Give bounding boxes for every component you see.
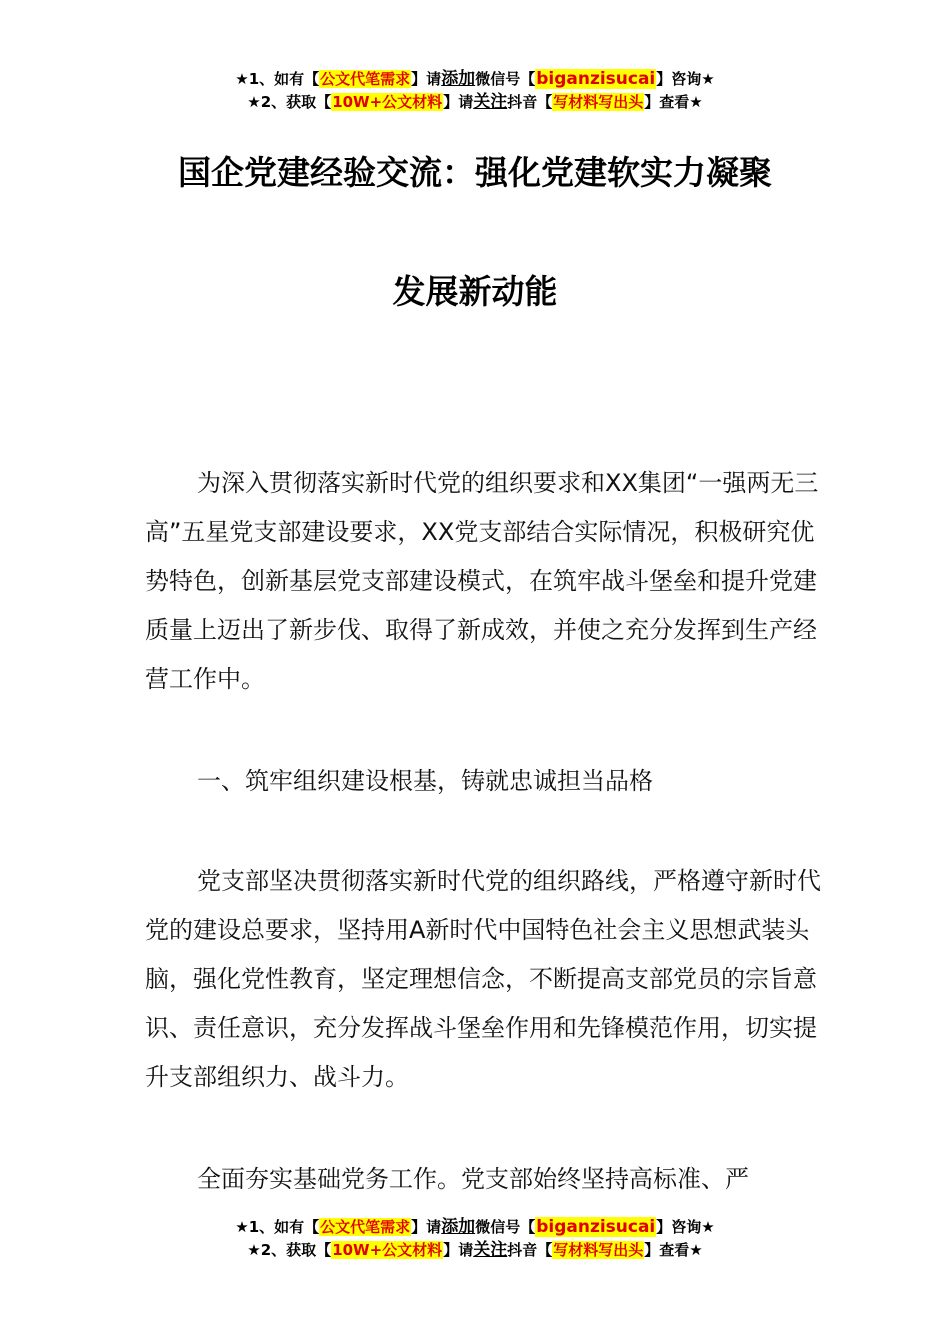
banner-text: ★1、如有【 xyxy=(235,70,320,88)
banner-highlight: 写材料写出头 xyxy=(553,1241,644,1259)
banner-text: 】咨询★ xyxy=(656,70,715,88)
body-paragraph-3 xyxy=(145,1155,835,1204)
banner-text: 】请 xyxy=(443,1241,474,1259)
banner-text: 】查看★ xyxy=(644,93,703,111)
banner-underline: 关注 xyxy=(473,92,508,112)
banner-text: 】请 xyxy=(443,93,474,111)
banner-line-2 xyxy=(0,91,950,114)
section-heading-1 xyxy=(145,757,835,806)
banner-line-2 xyxy=(0,1239,950,1262)
banner-text: 微信号【 xyxy=(475,70,536,88)
banner-line-1 xyxy=(0,1216,950,1239)
banner-highlight: biganzisucai xyxy=(536,69,656,89)
document-title-line-1: 国企党建经验交流：强化党建软实力凝聚 xyxy=(178,153,772,192)
banner-text: 】请 xyxy=(411,70,442,88)
banner-underline: 关注 xyxy=(473,1240,508,1260)
banner-text: ★2、获取【 xyxy=(247,93,332,111)
banner-highlight: 写材料写出头 xyxy=(553,93,644,111)
banner-text: ★2、获取【 xyxy=(247,1241,332,1259)
banner-highlight: 公文代笔需求 xyxy=(320,70,411,88)
banner-text: 抖音【 xyxy=(507,93,553,111)
body-paragraph-2 xyxy=(145,857,835,1102)
banner-text: 】请 xyxy=(411,1218,442,1236)
banner-text: 】查看★ xyxy=(644,1241,703,1259)
paragraph-text: 党支部坚决贯彻落实新时代党的组织路线，严格遵守新时代党的建设总要求，坚持用A新时代中国特色社会主义思想武装头脑，强化党性教育，坚定理想信念，不断提高支部党员的宗旨意识、责任意识，充分发挥战斗堡垒作用和先锋模范作用，切实提升支部组织力、战斗力。 xyxy=(145,867,821,1091)
document-title-line-2: 发展新动能 xyxy=(392,272,558,311)
banner-text: 微信号【 xyxy=(475,1218,536,1236)
paragraph-text: 全面夯实基础党务工作。党支部始终坚持高标准、严 xyxy=(197,1165,749,1193)
banner-text: 抖音【 xyxy=(507,1241,553,1259)
banner-highlight: 公文代笔需求 xyxy=(320,1218,411,1236)
header-banner xyxy=(0,68,950,114)
footer-banner xyxy=(0,1216,950,1262)
banner-highlight: 10W+公文材料 xyxy=(332,93,443,111)
banner-text: 】咨询★ xyxy=(656,1218,715,1236)
paragraph-text: 为深入贯彻落实新时代党的组织要求和XX集团“一强两无三高”五星党支部建设要求，XX党支部结合实际情况，积极研究优势特色，创新基层党支部建设模式，在筑牢战斗堡垒和提升党建质量上迈出了新步伐、取得了新成效，并使之充分发挥到生产经营工作中。 xyxy=(145,469,819,693)
banner-underline: 添加 xyxy=(441,1217,476,1237)
heading-text: 一、筑牢组织建设根基，铸就忠诚担当品格 xyxy=(197,767,653,795)
banner-text: ★1、如有【 xyxy=(235,1218,320,1236)
body-paragraph-1 xyxy=(145,459,835,704)
banner-highlight: biganzisucai xyxy=(536,1217,656,1237)
banner-underline: 添加 xyxy=(441,69,476,89)
banner-highlight: 10W+公文材料 xyxy=(332,1241,443,1259)
banner-line-1 xyxy=(0,68,950,91)
